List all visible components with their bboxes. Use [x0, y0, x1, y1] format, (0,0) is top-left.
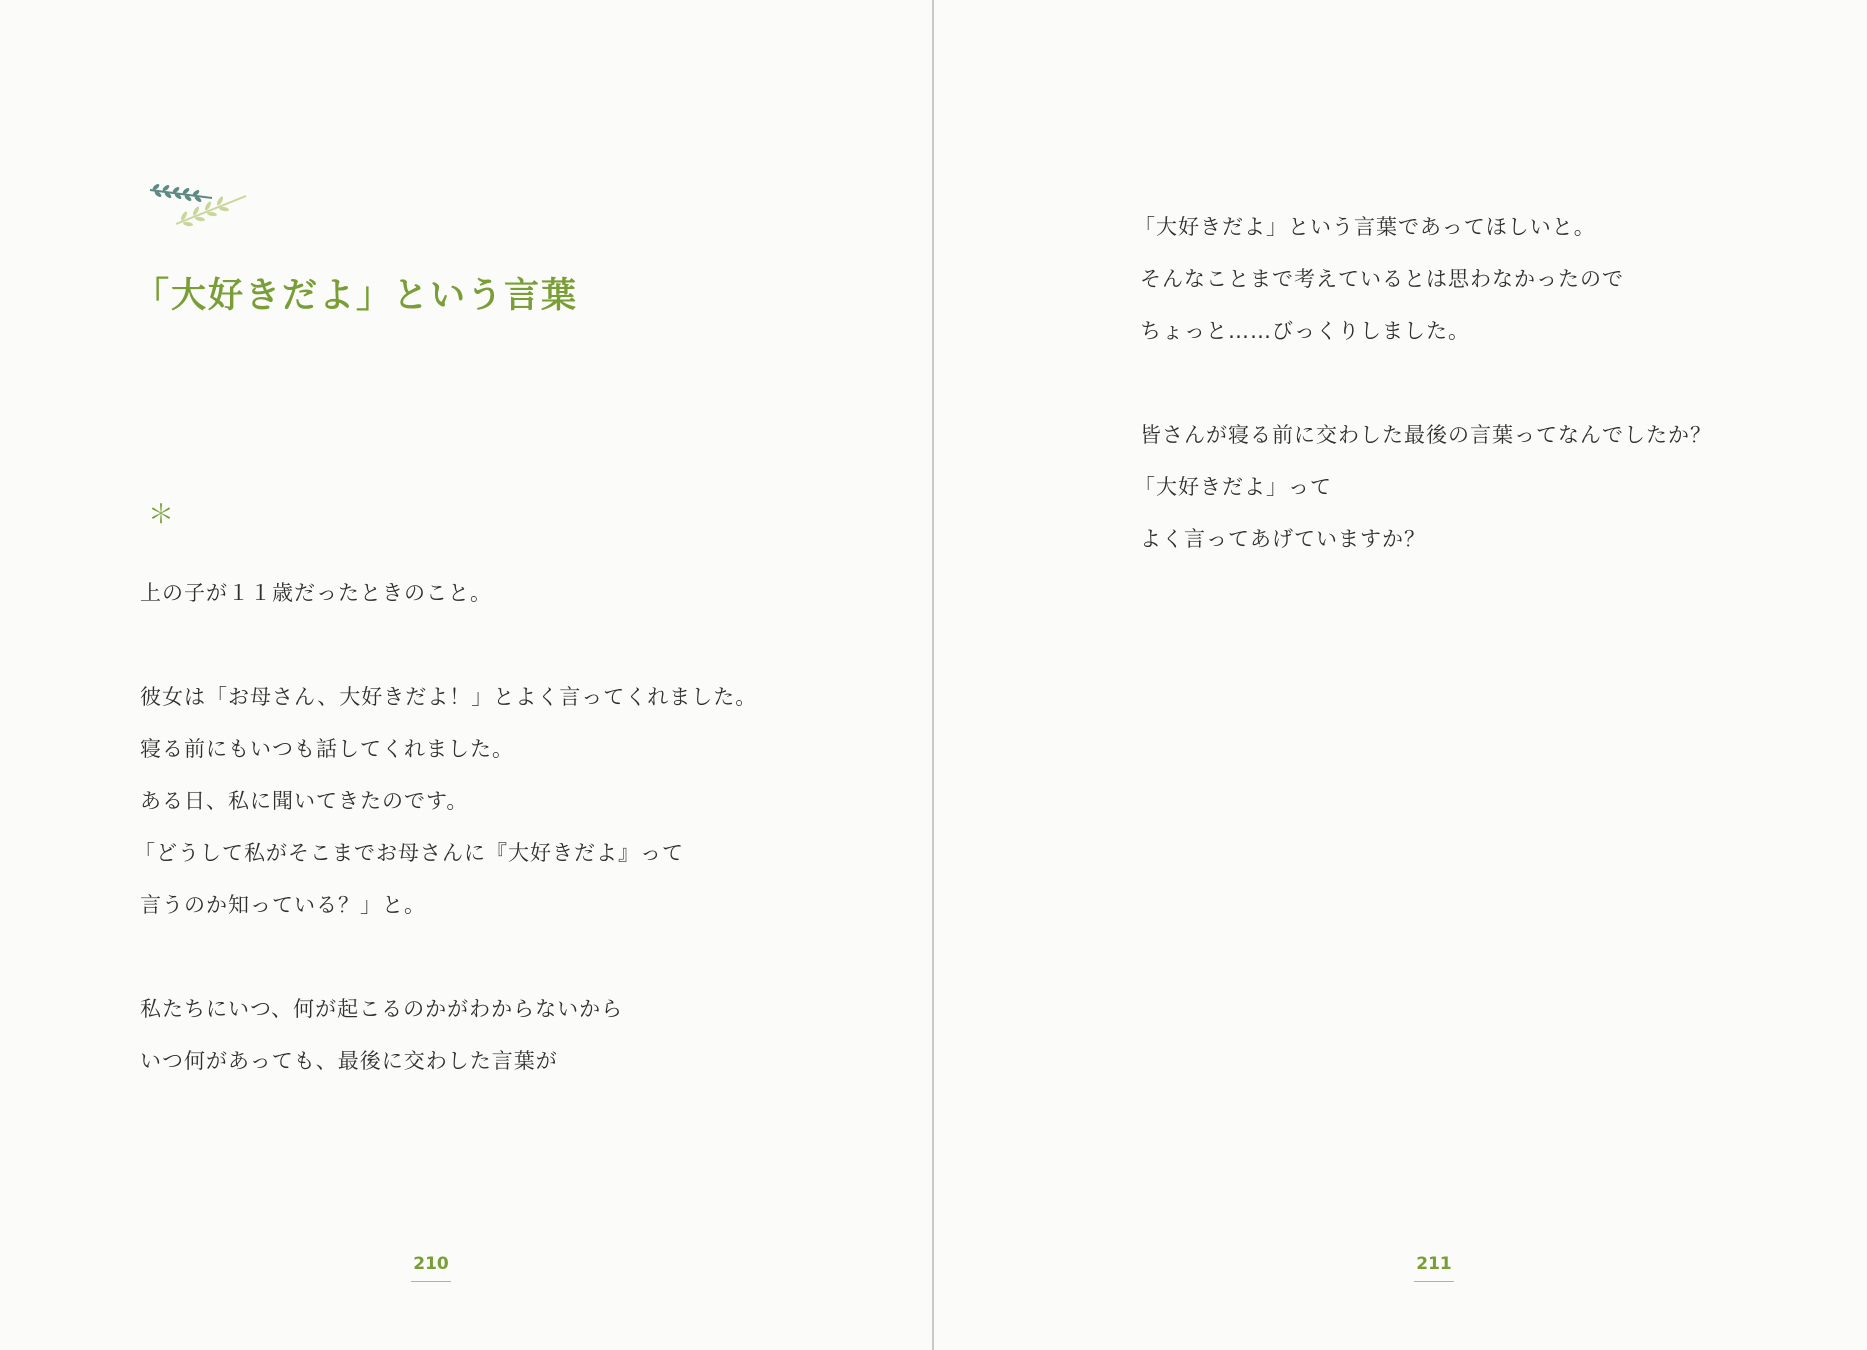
chapter-title: 「大好きだよ」という言葉	[134, 276, 579, 316]
body-line: 私たちにいつ、何が起こるのかがわからないから	[140, 997, 624, 1021]
body-line: ある日、私に聞いてきたのです。	[140, 789, 469, 813]
body-line: ちょっと……びっくりしました。	[1140, 319, 1470, 343]
body-line: 「大好きだよ」という言葉であってほしいと。	[1134, 215, 1596, 239]
page-number-rule	[411, 1281, 451, 1282]
page-number-left: 210	[413, 1254, 449, 1274]
body-line: 上の子が１１歳だったときのこと。	[140, 581, 492, 605]
page-number-right: 211	[1416, 1254, 1452, 1274]
left-page	[0, 0, 932, 1350]
section-mark: ＊	[148, 500, 175, 530]
body-line: いつ何があっても、最後に交わした言葉が	[140, 1049, 558, 1073]
leaf-sprig-icon	[146, 180, 250, 232]
body-line: 「どうして私がそこまでお母さんに『大好きだよ』って	[134, 841, 684, 865]
body-line: 言うのか知っている？」と。	[140, 893, 426, 917]
body-line: 寝る前にもいつも話してくれました。	[140, 737, 514, 761]
body-line: そんなことまで考えているとは思わなかったので	[1140, 267, 1624, 291]
body-line: 彼女は「お母さん、大好きだよ！」とよく言ってくれました。	[140, 685, 758, 709]
body-line: 皆さんが寝る前に交わした最後の言葉ってなんでしたか？	[1140, 423, 1712, 447]
body-line: よく言ってあげていますか？	[1140, 527, 1426, 551]
page-number-rule	[1414, 1281, 1454, 1282]
body-line: 「大好きだよ」って	[1134, 475, 1332, 499]
right-page	[934, 0, 1867, 1350]
